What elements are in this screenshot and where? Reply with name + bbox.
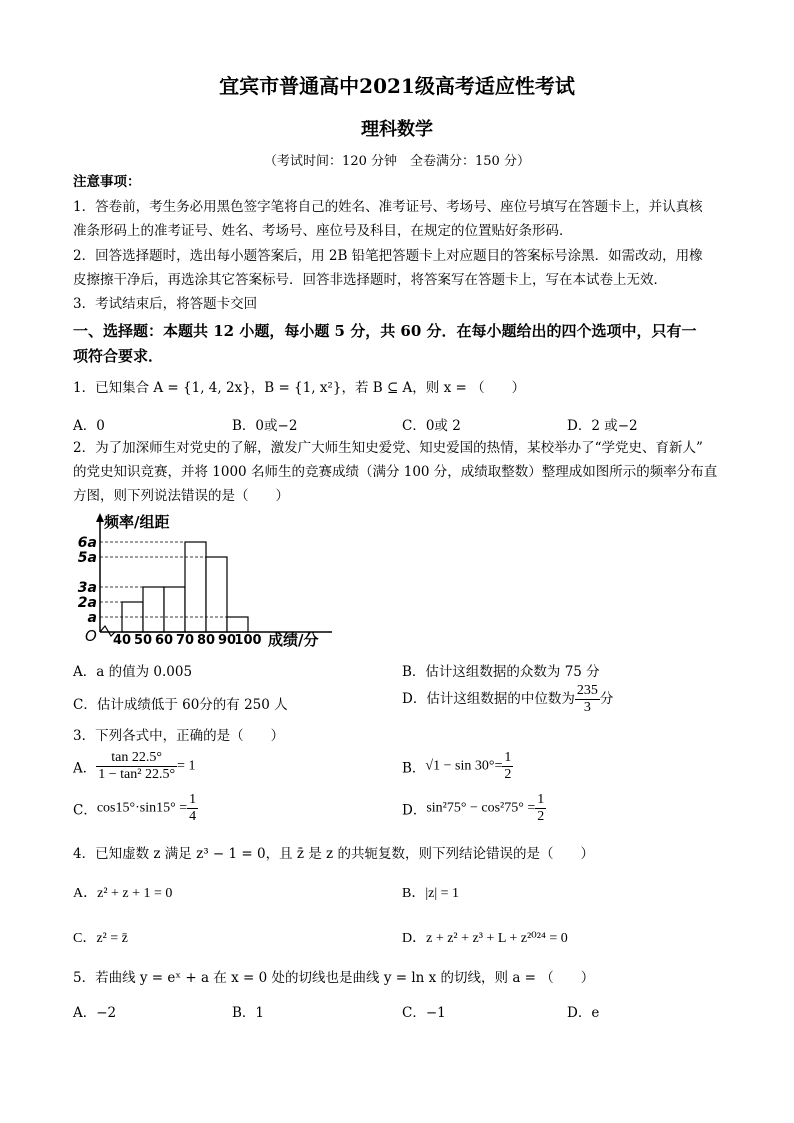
- x-axis-title: 成绩/分: [268, 631, 319, 649]
- histogram-bar: [227, 617, 248, 632]
- fraction-numerator: 1: [189, 792, 197, 807]
- q2-option-d[interactable]: [402, 683, 613, 716]
- option-label: D．: [402, 802, 427, 819]
- q5-option-c[interactable]: C．−1: [402, 1005, 446, 1021]
- origin-label: O: [85, 627, 97, 645]
- section-1-heading-line-2: 项符合要求．: [73, 347, 164, 365]
- fraction-numerator: 235: [576, 683, 598, 698]
- section-1-heading-line-1: 一、选择题：本题共 12 小题，每小题 5 分，共 60 分．在每小题给出的四个选项中，只有一: [73, 322, 697, 340]
- q1-stem: 1．已知集合 A = {1, 4, 2x}，B = {1, x²}，若 B ⊆ A，则 x = （ ）: [73, 380, 526, 396]
- fraction-denominator: 4: [189, 809, 197, 824]
- q1-option-a[interactable]: A．0: [73, 418, 105, 434]
- x-tick-label: 60: [154, 633, 174, 648]
- q5-option-a[interactable]: A．−2: [73, 1005, 117, 1021]
- notice-item-2-line-1: 2．回答选择题时，选出每小题答案后，用 2B 铅笔把答题卡上对应题目的答案标号涂黑．如需改动，用橡: [73, 248, 703, 264]
- histogram-bar: [206, 557, 227, 632]
- q2-option-c[interactable]: C．估计成绩低于 60分的有 250 人: [73, 697, 288, 713]
- y-axis-title: 频率/组距: [104, 513, 170, 531]
- q2-option-d-suffix: 分: [599, 691, 614, 707]
- option-label: C．: [73, 802, 97, 819]
- fraction-numerator: 1: [537, 792, 545, 807]
- q2-stem-line-2: 的党史知识竞赛，并将 1000 名师生的竞赛成绩（满分 100 分，成绩取整数）整理成如图所示的频率分布直: [73, 464, 718, 480]
- q5-option-d[interactable]: D．e: [567, 1005, 600, 1021]
- subject-title: 理科数学: [361, 119, 433, 140]
- q2-option-a[interactable]: A．a 的值为 0.005: [73, 664, 193, 680]
- q2-option-b[interactable]: B．估计这组数据的众数为 75 分: [402, 664, 600, 680]
- q1-option-c[interactable]: C．0或 2: [402, 418, 461, 434]
- x-tick-label: 100: [234, 633, 262, 648]
- y-axis-arrow: [96, 513, 104, 522]
- q4-stem: 4．已知虚数 z 满足 z³ − 1 = 0，且 z̄ 是 z 的共轭复数，则下列结论错误的是（ ）: [73, 846, 594, 862]
- histogram-bar: [143, 587, 164, 632]
- q3-option-c[interactable]: [73, 792, 198, 825]
- fraction-denominator: 1 − tan² 22.5°: [98, 767, 176, 782]
- y-tick-label: 2a: [77, 595, 97, 611]
- q3-option-d[interactable]: [402, 792, 546, 825]
- x-tick-label: 50: [133, 633, 153, 648]
- fraction-denominator: 3: [583, 700, 591, 715]
- y-tick-label: 6a: [77, 535, 97, 551]
- q3-option-d-expression: sin²75° − cos²75° =: [426, 800, 536, 816]
- notice-heading: 注意事项：: [73, 174, 141, 190]
- notice-item-1-line-1: 1．答卷前，考生务必用黑色签字笔将自己的姓名、准考证号、考场号、座位号填写在答题卡上，并认真核: [73, 199, 703, 215]
- q2-option-d-prefix: D．估计这组数据的中位数为: [402, 691, 575, 707]
- q3-option-b[interactable]: [402, 750, 513, 783]
- exam-info: （考试时间：120 分钟 全卷满分：150 分）: [264, 154, 530, 169]
- q5-stem: 5．若曲线 y = eˣ + a 在 x = 0 处的切线也是曲线 y = ln x 的切线，则 a = （ ）: [73, 970, 595, 986]
- q2-option-d-fraction: [575, 683, 600, 716]
- q3-option-a-fraction: [96, 750, 177, 783]
- q3-option-a-rhs: = 1: [177, 758, 196, 774]
- q4-option-d[interactable]: D．z + z² + z³ + L + z²⁰²⁴ = 0: [402, 931, 568, 946]
- q5-option-b[interactable]: B．1: [232, 1005, 265, 1021]
- q2-stem-line-1: 2．为了加深师生对党史的了解，激发广大师生知史爱党、知史爱国的热情，某校举办了“学党史、育新人”: [73, 440, 703, 456]
- y-tick-label: 5a: [77, 550, 97, 566]
- q3-option-d-fraction: [535, 792, 546, 825]
- frequency-histogram: [70, 510, 360, 650]
- q1-option-b[interactable]: B．0或−2: [232, 418, 298, 434]
- q4-option-c[interactable]: C．z² = z̄: [73, 931, 128, 946]
- y-tick-label: a: [87, 610, 97, 626]
- notice-item-1-line-2: 准条形码上的准考证号、姓名、考场号、座位号及科目，在规定的位置贴好条形码．: [73, 223, 573, 239]
- q3-option-b-fraction: [502, 750, 513, 783]
- fraction-denominator: 2: [504, 767, 512, 782]
- q3-option-b-expression: √1 − sin 30°: [425, 758, 495, 774]
- notice-item-3: 3．考试结束后，将答题卡交回: [73, 296, 258, 312]
- x-tick-label: 90: [217, 633, 237, 648]
- exam-title: 宜宾市普通高中2021级高考适应性考试: [219, 74, 575, 98]
- option-label: A．: [73, 760, 97, 777]
- histogram-bar: [164, 587, 185, 632]
- notice-item-2-line-2: 皮擦擦干净后，再选涂其它答案标号．回答非选择题时，将答案写在答题卡上，写在本试卷上无效．: [73, 272, 667, 288]
- q3-option-a[interactable]: [73, 750, 195, 783]
- histogram-bar: [185, 542, 206, 632]
- q3-stem: 3．下列各式中，正确的是（ ）: [73, 728, 285, 744]
- equals-sign: =: [494, 758, 503, 774]
- x-tick-label: 70: [175, 633, 195, 648]
- q3-option-c-expression: cos15°·sin15° =: [96, 800, 188, 816]
- q1-option-d[interactable]: D．2 或−2: [567, 418, 638, 434]
- q3-option-c-fraction: [187, 792, 198, 825]
- fraction-numerator: 1: [504, 750, 512, 765]
- y-tick-label: 3a: [77, 580, 97, 596]
- fraction-denominator: 2: [537, 809, 545, 824]
- q2-stem-line-3: 方图，则下列说法错误的是（ ）: [73, 488, 289, 504]
- option-label: B．: [402, 760, 426, 777]
- q4-option-a[interactable]: A．z² + z + 1 = 0: [73, 886, 173, 901]
- x-tick-label: 80: [196, 633, 216, 648]
- q4-option-b[interactable]: B．|z| = 1: [402, 886, 460, 901]
- fraction-numerator: tan 22.5°: [96, 750, 177, 767]
- x-tick-label: 40: [112, 633, 132, 648]
